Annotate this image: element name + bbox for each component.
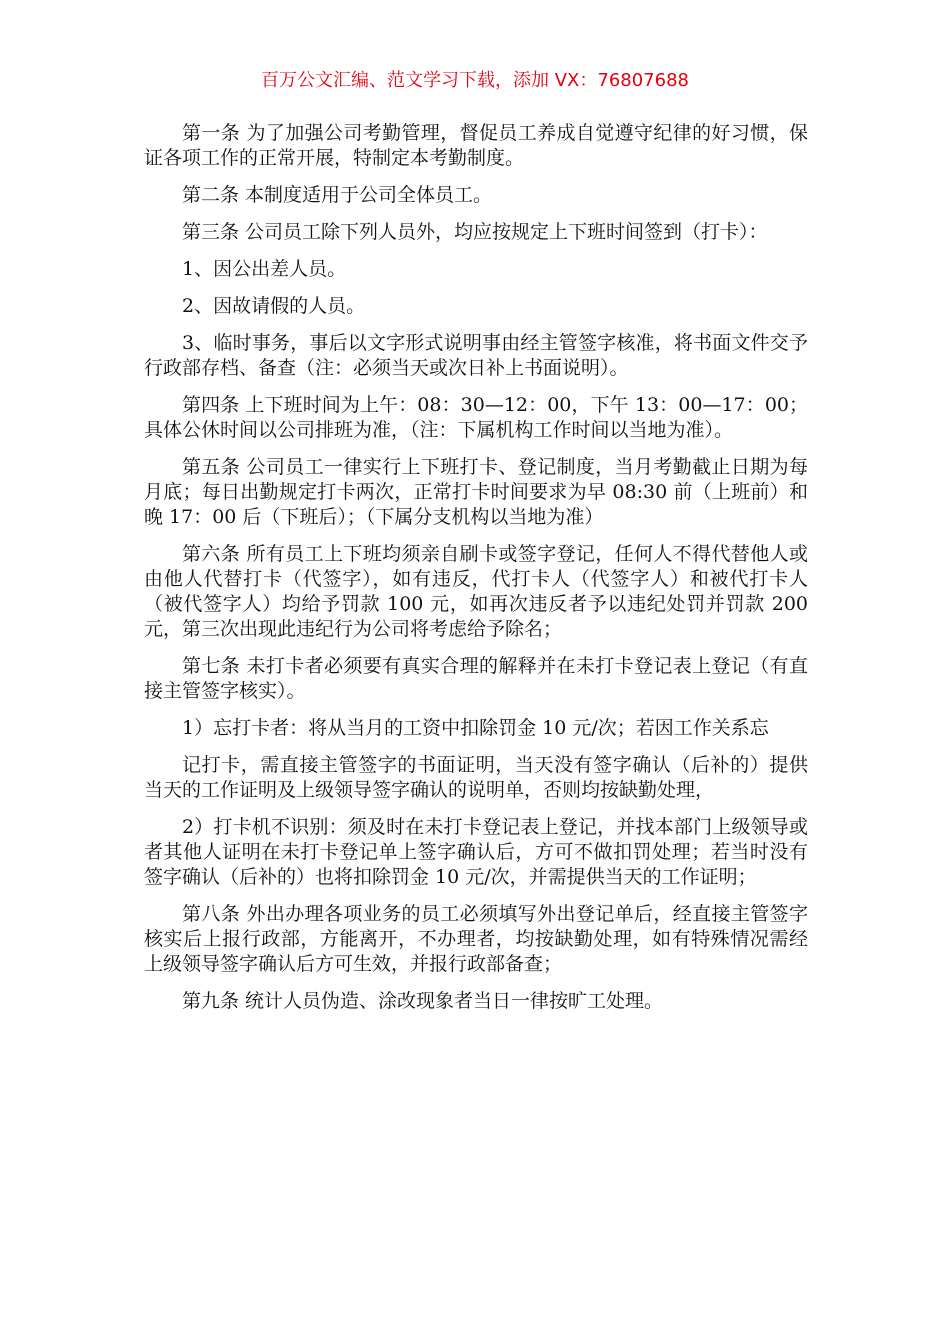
article-7-item-1: 1）忘打卡者：将从当月的工资中扣除罚金 10 元/次；若因工作关系忘 [182, 717, 769, 739]
article-1: 第一条 为了加强公司考勤管理，督促员工养成自觉遵守纪律的好习惯，保证各项工作的正常开展，特制定本考勤制度。 [144, 122, 808, 169]
article-8: 第八条 外出办理各项业务的员工必须填写外出登记单后，经直接主管签字核实后上报行政部，方能离开，不办理者，均按缺勤处理，如有特殊情况需经上级领导签字确认后方可生效，并报行政部备查； [144, 903, 808, 975]
article-7: 第七条 未打卡者必须要有真实合理的解释并在未打卡登记表上登记（有直接主管签字核实）。 [144, 655, 808, 702]
article-7-item-1-continued: 记打卡，需直接主管签字的书面证明，当天没有签字确认（后补的）提供当天的工作证明及上级领导签字确认的说明单，否则均按缺勤处理， [144, 754, 808, 801]
header-watermark-text: 百万公文汇编、范文学习下载，添加 VX：76807688 [261, 70, 689, 91]
article-3-item-2: 2、因故请假的人员。 [182, 295, 366, 317]
article-3: 第三条 公司员工除下列人员外，均应按规定上下班时间签到（打卡）： [182, 221, 768, 243]
article-2: 第二条 本制度适用于公司全体员工。 [182, 184, 493, 206]
article-7-item-2: 2）打卡机不识别：须及时在未打卡登记表上登记，并找本部门上级领导或者其他人证明在未打卡登记单上签字确认后，方可不做扣罚处理；若当时没有签字确认（后补的）也将扣除罚金 10 元/次，并需提供当天的工作证明； [144, 816, 808, 888]
article-3-item-1: 1、因公出差人员。 [182, 258, 347, 280]
article-3-item-3: 3、临时事务，事后以文字形式说明事由经主管签字核准，将书面文件交予行政部存档、备查（注：必须当天或次日补上书面说明）。 [144, 332, 808, 379]
article-6: 第六条 所有员工上下班均须亲自刷卡或签字登记，任何人不得代替他人或由他人代替打卡（代签字），如有违反，代打卡人（代签字人）和被代打卡人 （被代签字人）均给予罚款 100 元，如再次违反者予以违纪处罚并罚款 200 元，第三次出现此违纪行为公司将考虑给予除名； [144, 543, 808, 640]
article-4: 第四条 上下班时间为上午：08：30—12：00，下午 13：00—17：00；具体公休时间以公司排班为准，（注：下属机构工作时间以当地为准）。 [144, 394, 808, 441]
article-5: 第五条 公司员工一律实行上下班打卡、登记制度，当月考勤截止日期为每月底；每日出勤规定打卡两次，正常打卡时间要求为早 08:30 前（上班前）和晚 17：00 后（下班后）；（下属分支机构以当地为准） [144, 456, 808, 528]
document-body [144, 121, 808, 1026]
article-9: 第九条 统计人员伪造、涂改现象者当日一律按旷工处理。 [182, 990, 664, 1012]
